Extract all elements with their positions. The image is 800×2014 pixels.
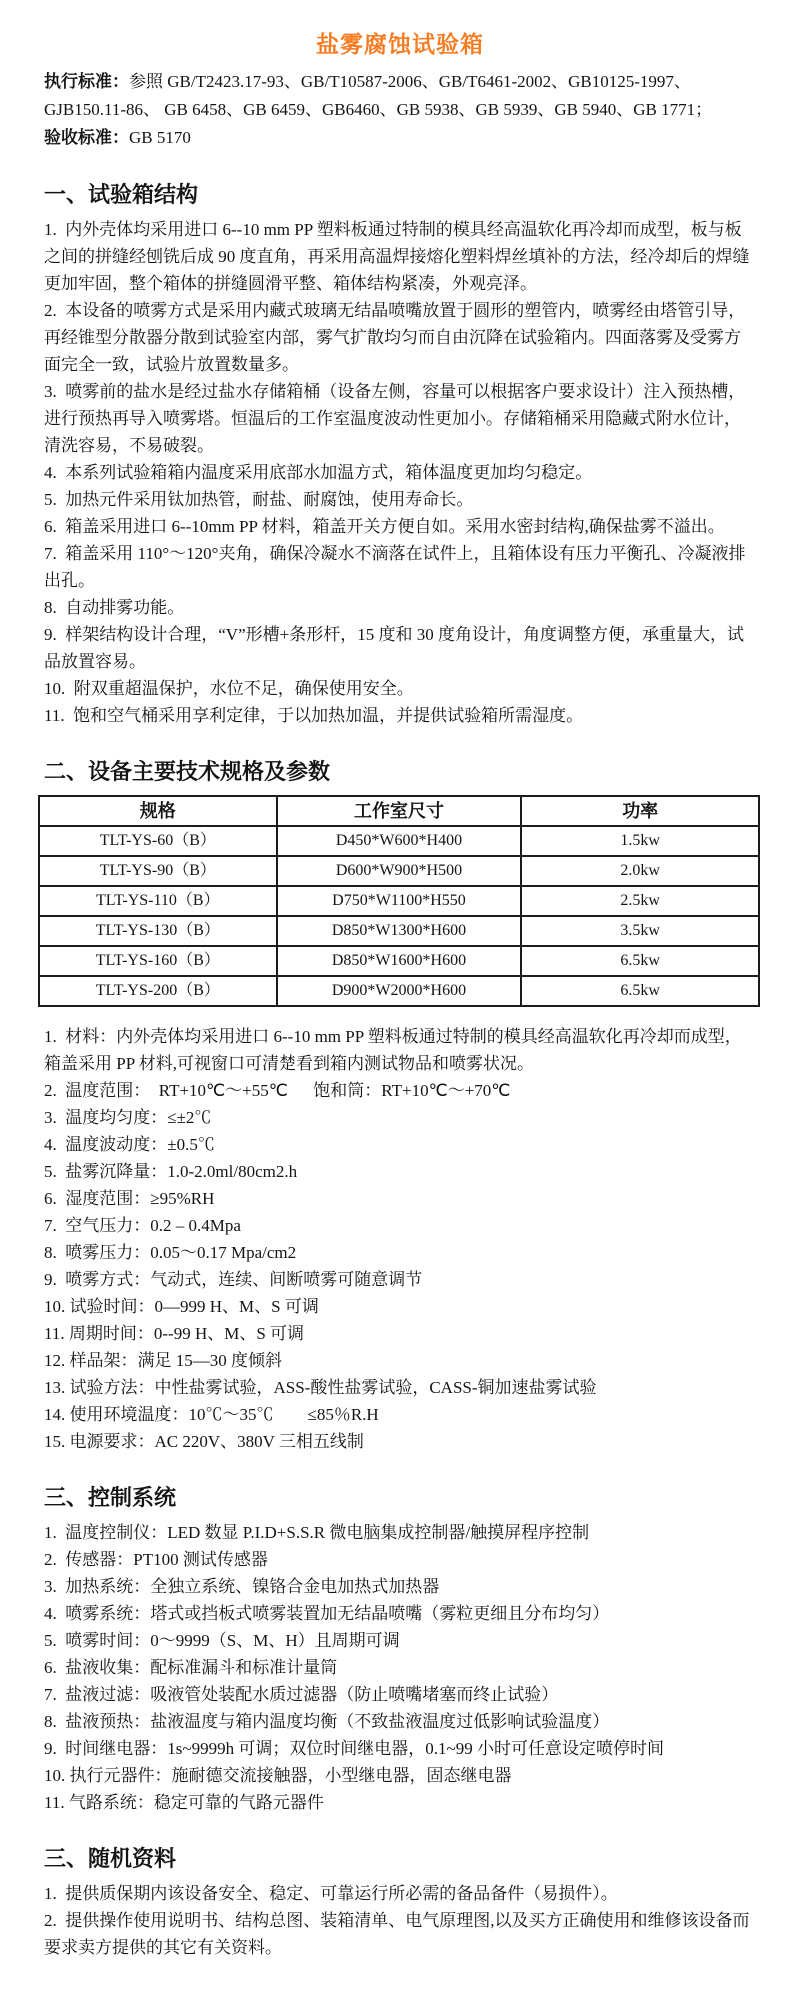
exec-standards-line bbox=[44, 68, 756, 124]
size-cell: D600*W900*H500 bbox=[277, 856, 522, 886]
accept-standards-label: 验收标准： bbox=[44, 128, 129, 147]
list-item: 2. 提供操作使用说明书、结构总图、装箱清单、电气原理图,以及买方正确使用和维修该设备而要求卖方提供的其它有关资料。 bbox=[44, 1911, 750, 1957]
page-title: 盐雾腐蚀试验箱 bbox=[316, 32, 484, 57]
section-chamber-structure bbox=[44, 180, 756, 729]
section-accompanying-documents bbox=[44, 1844, 756, 1961]
list-item: 9. 时间继电器：1s~9999h 可调；双位时间继电器，0.1~99 小时可任意设定喷停时间 bbox=[44, 1739, 665, 1758]
power-cell: 3.5kw bbox=[521, 916, 759, 946]
exec-standards-text: 参照 GB/T2423.17-93、GB/T10587-2006、GB/T6461-2002、GB10125-1997、GJB150.11-86、 GB 6458、GB 6459、GB6460、GB 5938、GB 5939、GB 5940、GB 1771； bbox=[44, 72, 713, 119]
model-cell: TLT-YS-200（B） bbox=[39, 976, 277, 1006]
spec-table bbox=[38, 795, 760, 1007]
table-row bbox=[39, 946, 759, 976]
list-item: 10. 试验时间：0—999 H、M、S 可调 bbox=[44, 1297, 319, 1316]
table-row bbox=[39, 856, 759, 886]
list-item: 5. 喷雾时间：0～9999（S、M、H）且周期可调 bbox=[44, 1631, 400, 1650]
list-item: 2. 温度范围： RT+10℃～+55℃ 饱和筒：RT+10℃～+70℃ bbox=[44, 1081, 511, 1100]
section-specifications bbox=[44, 757, 756, 1455]
list-item: 2. 本设备的喷雾方式是采用内藏式玻璃无结晶喷嘴放置于圆形的塑管内，喷雾经由塔管引导，再经锥型分散器分散到试验室内部，雾气扩散均匀而自由沉降在试验箱内。四面落雾及受雾方面完全一致，试验片放置数量多。 bbox=[44, 301, 746, 374]
list-item: 3. 温度均匀度：≤±2℃ bbox=[44, 1108, 212, 1127]
list-item: 1. 提供质保期内该设备安全、稳定、可靠运行所必需的备品备件（易损件）。 bbox=[44, 1884, 618, 1903]
section-heading-specifications: 二、设备主要技术规格及参数 bbox=[44, 759, 331, 784]
list-item: 7. 箱盖采用 110°～120°夹角，确保冷凝水不滴落在试件上，且箱体设有压力平衡孔、冷凝液排出孔。 bbox=[44, 544, 746, 590]
list-item: 6. 湿度范围：≥95%RH bbox=[44, 1189, 215, 1208]
list-item: 8. 喷雾压力：0.05～0.17 Mpa/cm2 bbox=[44, 1243, 297, 1262]
model-cell: TLT-YS-110（B） bbox=[39, 886, 277, 916]
size-cell: D850*W1300*H600 bbox=[277, 916, 522, 946]
list-item: 6. 箱盖采用进口 6--10mm PP 材料，箱盖开关方便自如。采用水密封结构,确保盐雾不溢出。 bbox=[44, 517, 725, 536]
table-row bbox=[39, 976, 759, 1006]
list-item: 1. 温度控制仪：LED 数显 P.I.D+S.S.R 微电脑集成控制器/触摸屏程序控制 bbox=[44, 1523, 590, 1542]
list-item: 7. 空气压力：0.2 – 0.4Mpa bbox=[44, 1216, 241, 1235]
list-item: 11. 饱和空气桶采用享利定律，于以加热加温，并提供试验箱所需湿度。 bbox=[44, 706, 584, 725]
list-item: 5. 加热元件采用钛加热管，耐盐、耐腐蚀，使用寿命长。 bbox=[44, 490, 474, 509]
section-heading-control: 三、控制系统 bbox=[44, 1485, 177, 1510]
model-cell: TLT-YS-130（B） bbox=[39, 916, 277, 946]
accept-standards-line bbox=[44, 124, 756, 152]
power-cell: 1.5kw bbox=[521, 826, 759, 856]
section-heading-structure: 一、试验箱结构 bbox=[44, 182, 199, 207]
list-item: 9. 喷雾方式：气动式，连续、间断喷雾可随意调节 bbox=[44, 1270, 423, 1289]
table-header-row bbox=[39, 796, 759, 826]
model-cell: TLT-YS-60（B） bbox=[39, 826, 277, 856]
list-item: 4. 喷雾系统：塔式或挡板式喷雾装置加无结晶喷嘴（雾粒更细且分布均匀） bbox=[44, 1604, 610, 1623]
size-cell: D750*W1100*H550 bbox=[277, 886, 522, 916]
standards-block bbox=[44, 68, 756, 152]
specifications-item-list bbox=[44, 1023, 756, 1455]
power-cell: 6.5kw bbox=[521, 946, 759, 976]
power-cell: 6.5kw bbox=[521, 976, 759, 1006]
size-cell: D850*W1600*H600 bbox=[277, 946, 522, 976]
model-cell: TLT-YS-90（B） bbox=[39, 856, 277, 886]
list-item: 10. 附双重超温保护，水位不足，确保使用安全。 bbox=[44, 679, 414, 698]
list-item: 5. 盐雾沉降量：1.0-2.0ml/80cm2.h bbox=[44, 1162, 298, 1181]
model-cell: TLT-YS-160（B） bbox=[39, 946, 277, 976]
table-header-power: 功率 bbox=[521, 796, 759, 826]
exec-standards-label: 执行标准： bbox=[44, 72, 129, 91]
list-item: 6. 盐液收集：配标准漏斗和标准计量筒 bbox=[44, 1658, 338, 1677]
list-item: 2. 传感器：PT100 测试传感器 bbox=[44, 1550, 268, 1569]
structure-item-list bbox=[44, 216, 756, 729]
list-item: 7. 盐液过滤：吸液管处装配水质过滤器（防止喷嘴堵塞而终止试验） bbox=[44, 1685, 559, 1704]
size-cell: D900*W2000*H600 bbox=[277, 976, 522, 1006]
list-item: 8. 盐液预热：盐液温度与箱内温度均衡（不致盐液温度过低影响试验温度） bbox=[44, 1712, 610, 1731]
list-item: 1. 材料：内外壳体均采用进口 6--10 mm PP 塑料板通过特制的模具经高温软化再冷却而成型，箱盖采用 PP 材料,可视窗口可清楚看到箱内测试物品和喷雾状况。 bbox=[44, 1027, 742, 1073]
section-heading-documents: 三、随机资料 bbox=[44, 1846, 177, 1871]
section-control-system bbox=[44, 1483, 756, 1816]
power-cell: 2.0kw bbox=[521, 856, 759, 886]
list-item: 4. 本系列试验箱箱内温度采用底部水加温方式，箱体温度更加均匀稳定。 bbox=[44, 463, 593, 482]
list-item: 4. 温度波动度：±0.5℃ bbox=[44, 1135, 215, 1154]
documents-item-list bbox=[44, 1880, 756, 1961]
list-item: 10. 执行元器件：施耐德交流接触器，小型继电器，固态继电器 bbox=[44, 1766, 512, 1785]
list-item: 9. 样架结构设计合理，“V”形槽+条形杆，15 度和 30 度角设计，角度调整方便，承重量大，试品放置容易。 bbox=[44, 625, 744, 671]
list-item: 3. 加热系统：全独立系统、镍铬合金电加热式加热器 bbox=[44, 1577, 440, 1596]
accept-standards-text: GB 5170 bbox=[129, 128, 191, 147]
spec-table-body bbox=[39, 826, 759, 1006]
table-header-size: 工作室尺寸 bbox=[277, 796, 522, 826]
list-item: 12. 样品架：满足 15—30 度倾斜 bbox=[44, 1351, 282, 1370]
list-item: 14. 使用环境温度：10℃～35℃ ≤85％R.H bbox=[44, 1405, 379, 1424]
list-item: 15. 电源要求：AC 220V、380V 三相五线制 bbox=[44, 1432, 364, 1451]
control-item-list bbox=[44, 1519, 756, 1816]
power-cell: 2.5kw bbox=[521, 886, 759, 916]
list-item: 11. 周期时间：0--99 H、M、S 可调 bbox=[44, 1324, 305, 1343]
table-header-spec: 规格 bbox=[39, 796, 277, 826]
table-row bbox=[39, 886, 759, 916]
size-cell: D450*W600*H400 bbox=[277, 826, 522, 856]
list-item: 13. 试验方法：中性盐雾试验，ASS-酸性盐雾试验，CASS-铜加速盐雾试验 bbox=[44, 1378, 597, 1397]
table-row bbox=[39, 826, 759, 856]
list-item: 1. 内外壳体均采用进口 6--10 mm PP 塑料板通过特制的模具经高温软化再冷却而成型，板与板之间的拼缝经刨铣后成 90 度直角，再采用高温焊接熔化塑料焊丝填补的方法，经冷却后的焊缝更加牢固，整个箱体的拼缝圆滑平整、箱体结构紧凑，外观亮泽。 bbox=[44, 220, 750, 293]
list-item: 8. 自动排雾功能。 bbox=[44, 598, 185, 617]
list-item: 3. 喷雾前的盐水是经过盐水存储箱桶（设备左侧，容量可以根据客户要求设计）注入预热槽，进行预热再导入喷雾塔。恒温后的工作室温度波动性更加小。存储箱桶采用隐藏式附水位计，清洗容易，不易破裂。 bbox=[44, 382, 746, 455]
table-row bbox=[39, 916, 759, 946]
list-item: 11. 气路系统：稳定可靠的气路元器件 bbox=[44, 1793, 324, 1812]
